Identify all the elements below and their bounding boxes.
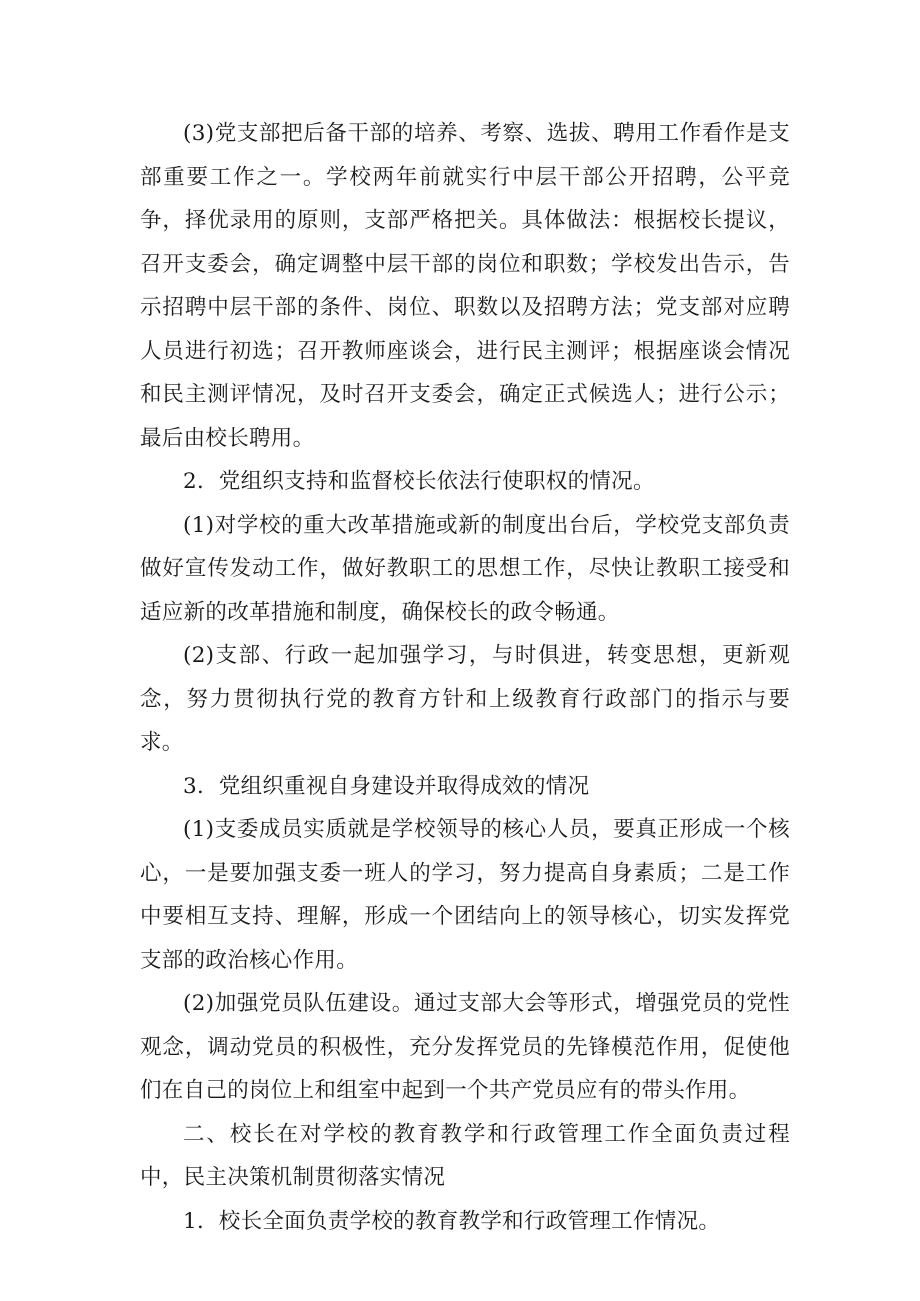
heading-principal-responsibility: 1．校长全面负责学校的教育教学和行政管理工作情况。 [183, 1208, 721, 1234]
document-body [140, 112, 790, 1243]
paragraph-member-building: (2)加强党员队伍建设。通过支部大会等形式，增强党员的党性观念，调动党员的积极性，充分发挥党员的先锋模范作用，促使他们在自己的岗位上和组室中起到一个共产党员应有的带头作用。 [140, 991, 790, 1103]
paragraph-joint-study: (2)支部、行政一起加强学习，与时俱进，转变思想，更新观念，努力贯彻执行党的教育方针和上级教育行政部门的指示与要求。 [140, 643, 790, 755]
paragraph-reform-measures: (1)对学校的重大改革措施或新的制度出台后，学校党支部负责做好宣传发动工作，做好教职工的思想工作，尽快让教职工接受和适应新的改革措施和制度，确保校长的政令畅通。 [140, 512, 790, 625]
paragraph-cadre-selection: (3)党支部把后备干部的培养、考察、选拔、聘用工作看作是支部重要工作之一。学校两年前就实行中层干部公开招聘，公平竞争，择优录用的原则，支部严格把关。具体做法：根据校长提议，召开支委会，确定调整中层干部的岗位和职数；学校发出告示，告示招聘中层干部的条件、岗位、职数以及招聘方法；党支部对应聘人员进行初选；召开教师座谈会，进行民主测评；根据座谈会情况和民主测评情况，及时召开支委会，确定正式候选人；进行公示；最后由校长聘用。 [140, 121, 790, 451]
paragraph-core-leadership: (1)支委成员实质就是学校领导的核心人员，要真正形成一个核心，一是要加强支委一班人的学习，努力提高自身素质；二是工作中要相互支持、理解，形成一个团结向上的领导核心，切实发挥党支部的政治核心作用。 [140, 817, 790, 973]
heading-section-two: 二、校长在对学校的教育教学和行政管理工作全面负责过程中，民主决策机制贯彻落实情况 [140, 1121, 790, 1190]
heading-supervise-principal: 2．党组织支持和监督校长依法行使职权的情况。 [183, 469, 655, 494]
heading-self-building: 3．党组织重视自身建设并取得成效的情况 [183, 773, 590, 799]
